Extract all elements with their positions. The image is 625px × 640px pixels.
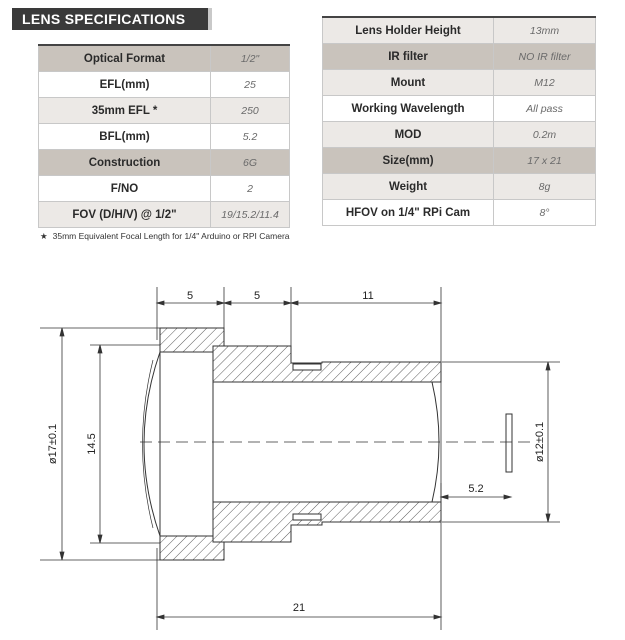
spec-label: Working Wavelength [323, 96, 494, 122]
front-lens-element [143, 352, 161, 536]
spec-label: F/NO [39, 176, 211, 202]
spec-label: BFL(mm) [39, 124, 211, 150]
dimension-lines [60, 301, 550, 619]
dim-length: 21 [292, 602, 306, 614]
dim-top-1: 5 [186, 290, 194, 302]
spec-value: 6G [211, 150, 290, 176]
star-icon: ★ [40, 231, 48, 241]
spec-value: 8° [494, 200, 596, 226]
spec-value: 250 [211, 98, 290, 124]
spec-label: Size(mm) [323, 148, 494, 174]
spec-value: 8g [494, 174, 596, 200]
spec-value: 19/15.2/11.4 [211, 202, 290, 228]
spec-value: 17 x 21 [494, 148, 596, 174]
spec-value: M12 [494, 70, 596, 96]
spec-label: Weight [323, 174, 494, 200]
lens-body [160, 328, 441, 560]
footnote-text: 35mm Equivalent Focal Length for 1/4" Arduino or RPI Camera [52, 231, 290, 241]
spec-value: 25 [211, 72, 290, 98]
dim-thread-diameter: ø12±0.1 [534, 421, 546, 463]
spec-label: 35mm EFL * [39, 98, 211, 124]
spec-label: Construction [39, 150, 211, 176]
dim-top-3: 11 [362, 290, 374, 302]
spec-label: HFOV on 1/4" RPi Cam [323, 200, 494, 226]
spec-label: MOD [323, 122, 494, 148]
spec-label: Mount [323, 70, 494, 96]
sensor-plate [506, 414, 512, 472]
dim-top-2: 5 [253, 290, 261, 302]
spec-label: IR filter [323, 44, 494, 70]
spec-value: All pass [494, 96, 596, 122]
spec-value: 2 [211, 176, 290, 202]
spec-value: 5.2 [211, 124, 290, 150]
extension-lines [40, 287, 560, 630]
dim-outer-diameter: ø17±0.1 [47, 423, 59, 465]
spec-value: 1/2" [211, 45, 290, 72]
spec-value: 13mm [494, 17, 596, 44]
section-title: LENS SPECIFICATIONS [12, 8, 208, 30]
spec-label: EFL(mm) [39, 72, 211, 98]
spec-value: NO IR filter [494, 44, 596, 70]
spec-value: 0.2m [494, 122, 596, 148]
spec-label: Lens Holder Height [323, 17, 494, 44]
dim-lens-diameter: 14.5 [86, 433, 98, 455]
spec-label: Optical Format [39, 45, 211, 72]
spec-label: FOV (D/H/V) @ 1/2" [39, 202, 211, 228]
dim-bfl: 5.2 [468, 483, 484, 495]
